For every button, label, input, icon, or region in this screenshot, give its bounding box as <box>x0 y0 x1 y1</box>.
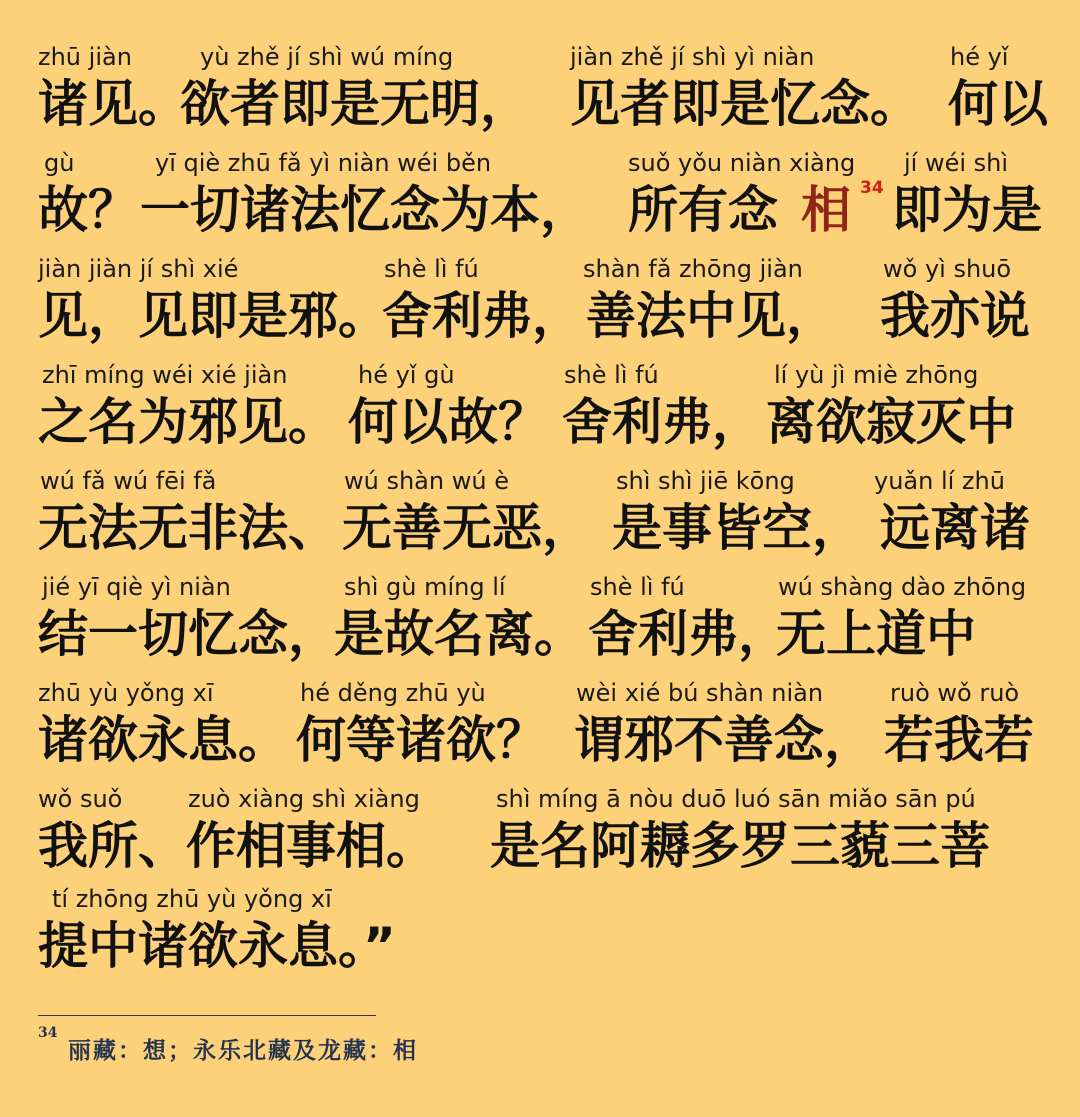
text-line-2 <box>38 148 1058 252</box>
hanzi-segment: 所有念 <box>628 181 778 239</box>
footnote-marker[interactable]: 34 <box>860 178 884 198</box>
hanzi-row <box>38 914 1058 978</box>
hanzi-row <box>38 814 1058 878</box>
pinyin-segment: wú shàn wú è <box>344 467 509 495</box>
text-line-8 <box>38 784 1058 888</box>
hanzi-segment: 见者即是忆念。 <box>570 75 920 133</box>
text-line-9 <box>38 884 1058 988</box>
text-line-4 <box>38 360 1058 464</box>
pinyin-row <box>38 572 1058 602</box>
footnote-text: 丽藏：想；永乐北藏及龙藏：相 <box>68 1037 418 1064</box>
pinyin-segment: yuǎn lí zhū <box>874 467 1005 495</box>
pinyin-row <box>38 148 1058 178</box>
pinyin-segment: lí yù jì miè zhōng <box>774 361 979 389</box>
hanzi-row <box>38 496 1058 560</box>
footnote-divider <box>38 1015 376 1016</box>
hanzi-row <box>38 602 1058 666</box>
pinyin-segment: wú shàng dào zhōng <box>778 573 1027 601</box>
pinyin-segment: wǒ suǒ <box>38 785 123 813</box>
hanzi-segment: 见，见即是邪。 <box>38 287 388 345</box>
pinyin-segment: shè lì fú <box>384 255 479 283</box>
pinyin-segment: gù <box>44 149 75 177</box>
hanzi-segment: 远离诸 <box>880 499 1030 557</box>
text-line-1 <box>38 42 1058 146</box>
hanzi-segment: 故？ <box>38 181 138 239</box>
hanzi-segment: 结一切忆念， <box>38 605 338 663</box>
hanzi-segment: 诸见。 <box>38 75 188 133</box>
pinyin-row <box>38 884 1058 914</box>
hanzi-segment: 是事皆空， <box>612 499 862 557</box>
hanzi-segment: 欲者即是无明， <box>180 75 530 133</box>
pinyin-row <box>38 466 1058 496</box>
hanzi-row <box>38 178 1058 242</box>
pinyin-segment: hé děng zhū yù <box>300 679 486 707</box>
hanzi-segment: 一切诸法忆念为本， <box>140 181 590 239</box>
pinyin-segment: zuò xiàng shì xiàng <box>188 785 420 813</box>
pinyin-segment: yù zhě jí shì wú míng <box>200 43 454 71</box>
pinyin-segment: hé yǐ gù <box>358 361 455 389</box>
pinyin-segment: tí zhōng zhū yù yǒng xī <box>52 885 332 913</box>
hanzi-row <box>38 708 1058 772</box>
pinyin-segment: zhū yù yǒng xī <box>38 679 214 707</box>
pinyin-segment: ruò wǒ ruò <box>890 679 1020 707</box>
hanzi-segment: 舍利弗， <box>382 287 582 345</box>
hanzi-segment: 我所、 <box>38 817 188 875</box>
hanzi-segment: 之名为邪见。 <box>38 393 338 451</box>
pinyin-segment: wǒ yì shuō <box>883 255 1012 283</box>
hanzi-segment: 是故名离。 <box>334 605 584 663</box>
hanzi-segment: 提中诸欲永息。” <box>38 917 396 975</box>
hanzi-segment: 何以故？ <box>348 393 548 451</box>
highlighted-character: 相 <box>801 181 851 239</box>
pinyin-segment: shè lì fú <box>590 573 685 601</box>
hanzi-segment: 无善无恶， <box>342 499 592 557</box>
hanzi-segment: 无上道中 <box>776 605 976 663</box>
pinyin-segment: jiàn zhě jí shì yì niàn <box>570 43 815 71</box>
text-line-3 <box>38 254 1058 358</box>
text-line-6 <box>38 572 1058 676</box>
hanzi-segment: 若我若 <box>884 711 1034 769</box>
pinyin-row <box>38 678 1058 708</box>
hanzi-segment: 诸欲永息。 <box>38 711 288 769</box>
text-line-7 <box>38 678 1058 782</box>
pinyin-segment: shàn fǎ zhōng jiàn <box>583 255 803 283</box>
pinyin-segment: yī qiè zhū fǎ yì niàn wéi běn <box>155 149 492 177</box>
pinyin-segment: jié yī qiè yì niàn <box>42 573 231 601</box>
pinyin-segment: zhū jiàn <box>38 43 132 71</box>
hanzi-segment: 舍利弗， <box>588 605 788 663</box>
hanzi-segment: 离欲寂灭中 <box>766 393 1016 451</box>
pinyin-segment: wèi xié bú shàn niàn <box>576 679 824 707</box>
pinyin-segment: shì shì jiē kōng <box>616 467 795 495</box>
hanzi-segment: 何等诸欲？ <box>296 711 546 769</box>
hanzi-segment: 谓邪不善念， <box>574 711 874 769</box>
pinyin-segment: shì gù míng lí <box>344 573 506 601</box>
pinyin-segment: jí wéi shì <box>904 149 1009 177</box>
hanzi-segment: 我亦说 <box>880 287 1030 345</box>
pinyin-segment: shè lì fú <box>564 361 659 389</box>
hanzi-segment: 是名阿耨多罗三藐三菩 <box>490 817 990 875</box>
hanzi-segment: 善法中见， <box>586 287 836 345</box>
footnote-number: 34 <box>38 1025 58 1041</box>
pinyin-segment: wú fǎ wú fēi fǎ <box>40 467 217 495</box>
pinyin-segment: zhī míng wéi xié jiàn <box>42 361 288 389</box>
hanzi-row <box>38 72 1058 136</box>
hanzi-segment: 即为是 <box>892 181 1042 239</box>
hanzi-segment: 无法无非法、 <box>38 499 338 557</box>
hanzi-segment: 何以 <box>948 75 1048 133</box>
hanzi-segment: 舍利弗， <box>562 393 762 451</box>
pinyin-segment: hé yǐ <box>950 43 1009 71</box>
pinyin-row <box>38 360 1058 390</box>
pinyin-row <box>38 42 1058 72</box>
pinyin-row <box>38 784 1058 814</box>
hanzi-row <box>38 284 1058 348</box>
hanzi-row <box>38 390 1058 454</box>
pinyin-segment: jiàn jiàn jí shì xié <box>38 255 239 283</box>
hanzi-segment: 作相事相。 <box>186 817 436 875</box>
text-line-5 <box>38 466 1058 570</box>
pinyin-segment: shì míng ā nòu duō luó sān miǎo sān pú <box>496 785 976 813</box>
pinyin-row <box>38 254 1058 284</box>
pinyin-segment: suǒ yǒu niàn xiàng <box>628 149 856 177</box>
